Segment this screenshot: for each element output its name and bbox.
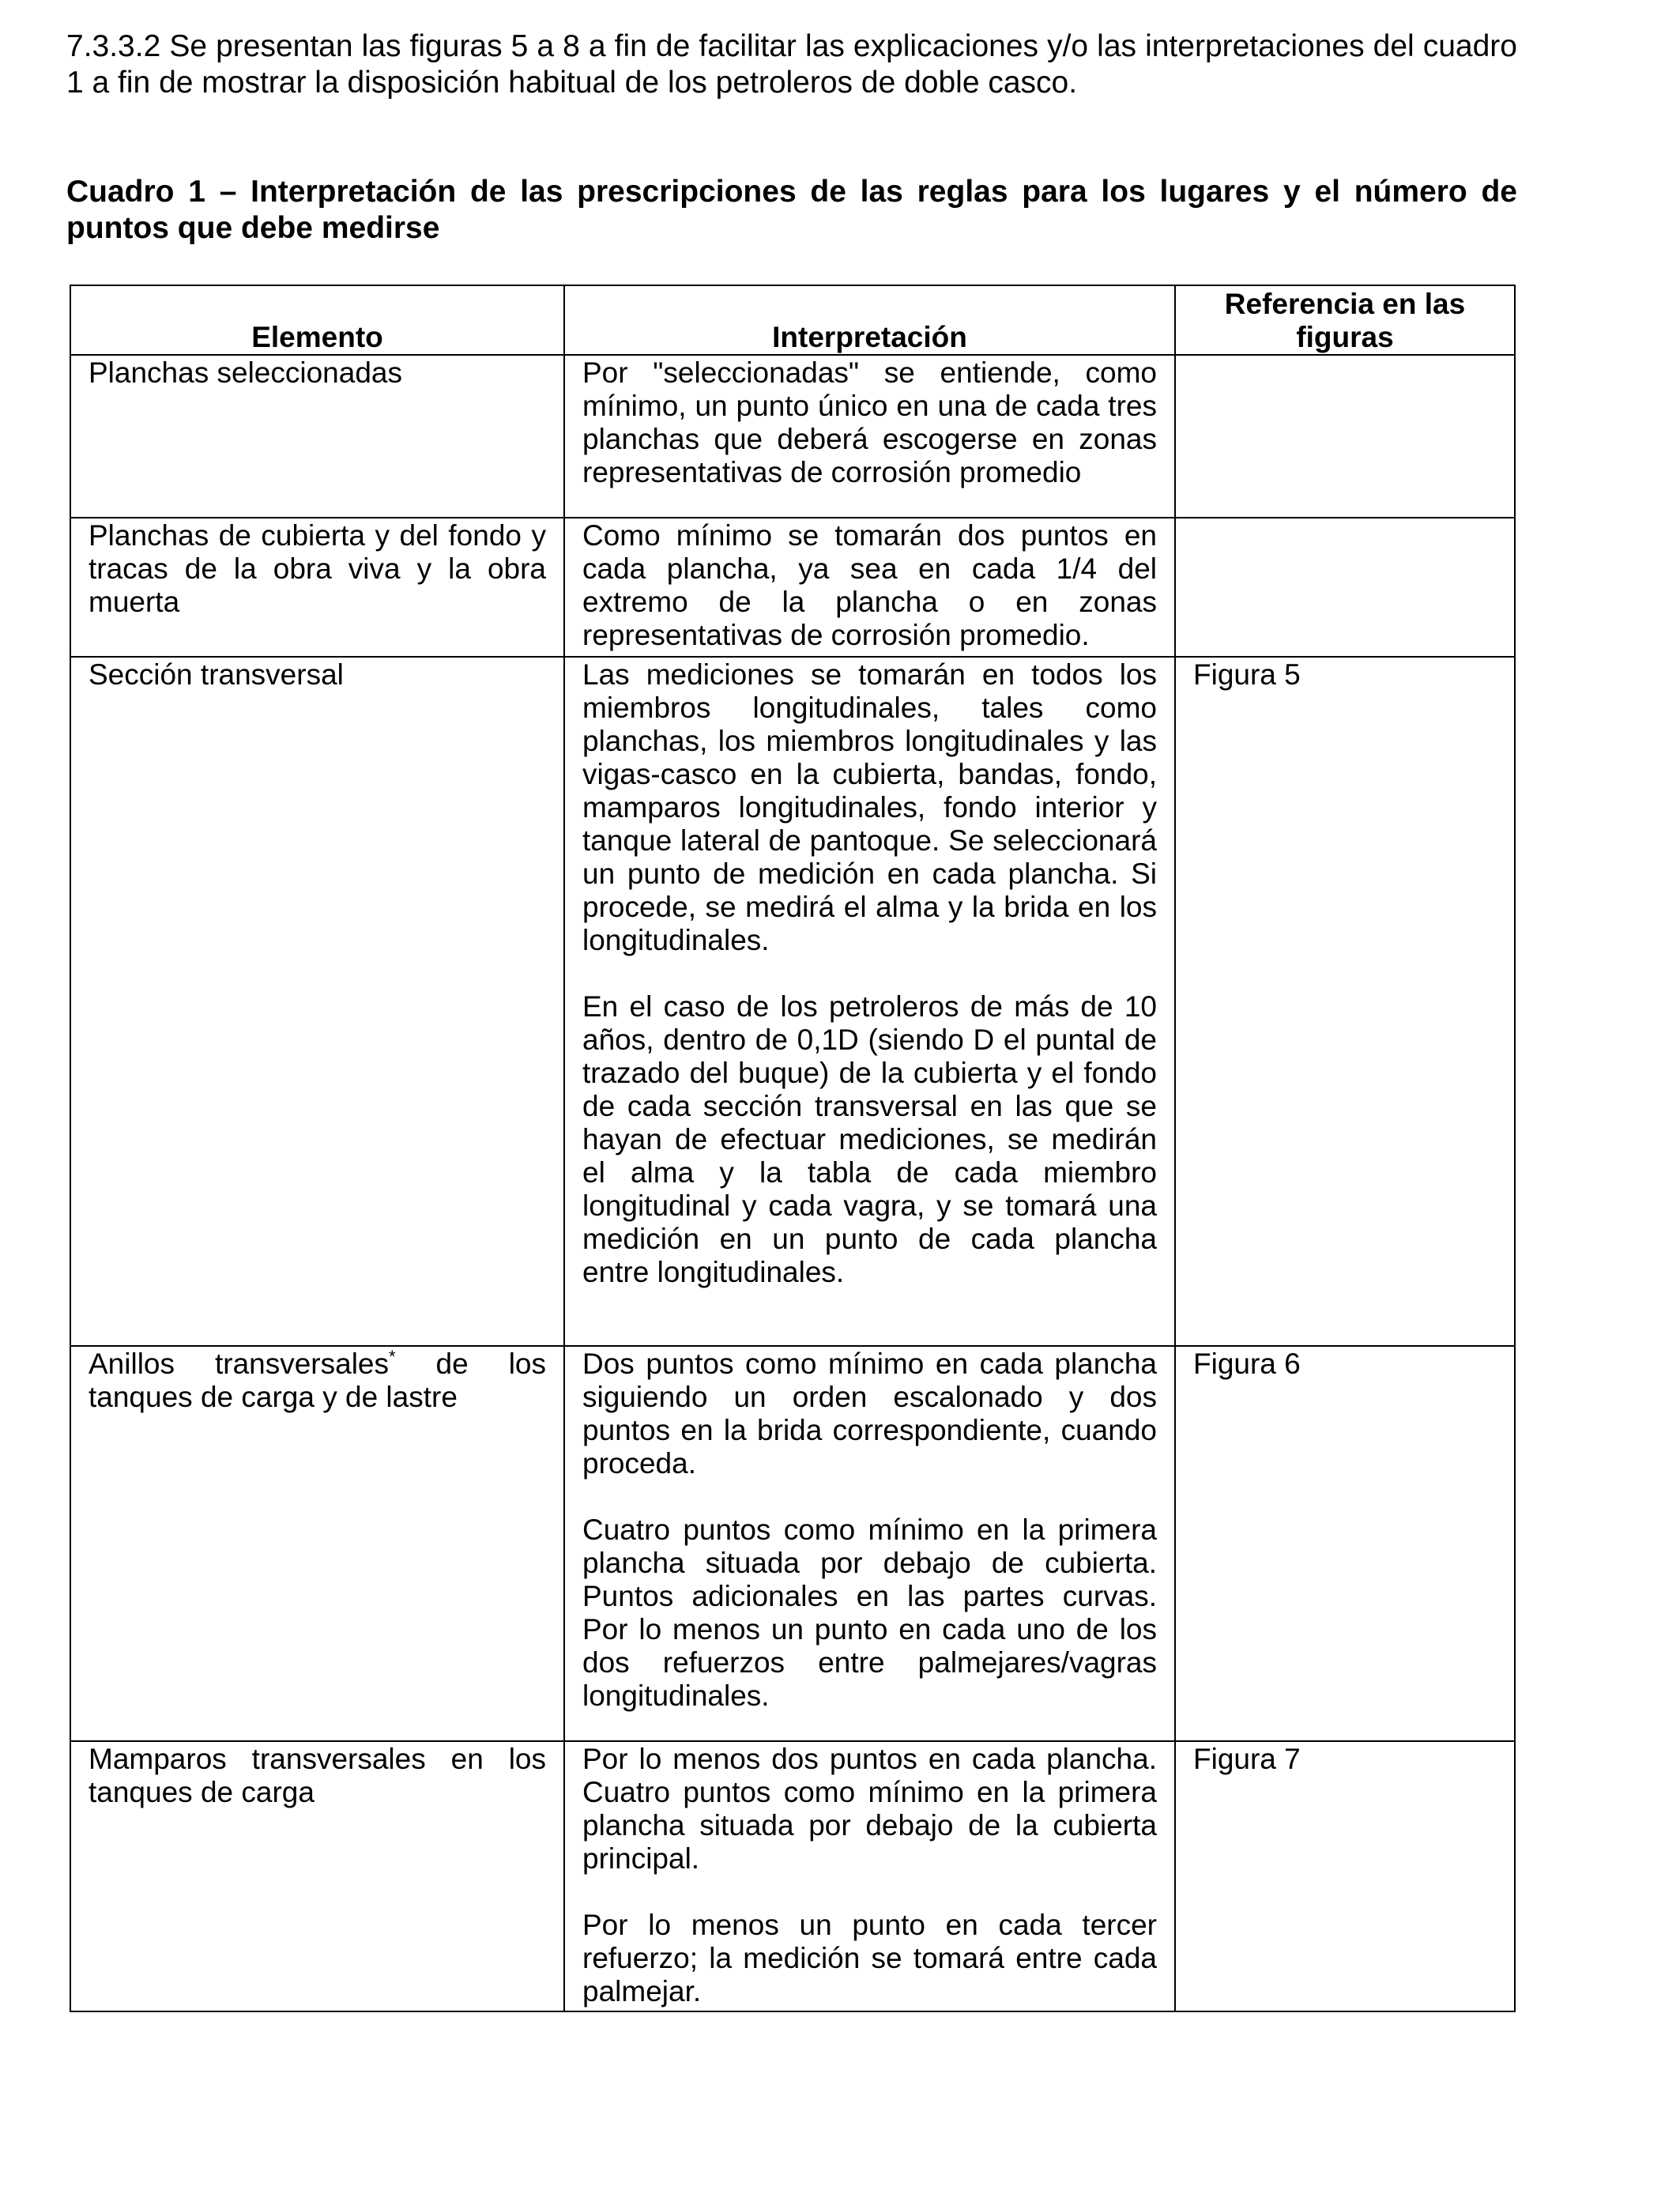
table-caption: Cuadro 1 – Interpretación de las prescripciones de las reglas para los lugares y el número de puntos que debe medirse — [66, 175, 1517, 245]
reference-cell: Figura 7 — [1175, 1741, 1515, 2011]
interpretation-paragraph: En el caso de los petroleros de más de 10 años, dentro de 0,1D (siendo D el puntal de trazado del buque) de la cubierta y el fondo de cada sección transversal en las que se hayan de efectuar mediciones, se medirán el alma y la tabla de cada miembro longitudinal y cada vagra, y se tomará una medición en un punto de cada plancha entre longitudinales. — [582, 990, 1157, 1288]
element-cell: Planchas seleccionadas — [70, 355, 564, 518]
table-row — [70, 1346, 1515, 1741]
interpretation-paragraph: Por "seleccionadas" se entiende, como mínimo, un punto único en una de cada tres planchas que deberá escogerse en zonas representativas de corrosión promedio — [582, 356, 1157, 488]
interpretation-paragraph: Por lo menos dos puntos en cada plancha. Cuatro puntos como mínimo en la primera plancha situada por debajo de la cubierta principal. — [582, 1743, 1157, 1875]
element-text: Anillos transversales — [89, 1348, 390, 1380]
table-row — [70, 1741, 1515, 2011]
element-cell — [70, 1346, 564, 1741]
element-text: de los tanques de carga y de lastre — [89, 1348, 546, 1413]
reference-cell — [1175, 518, 1515, 657]
table-row — [70, 355, 1515, 518]
reference-cell: Figura 5 — [1175, 657, 1515, 1346]
intro-paragraph: 7.3.3.2 Se presentan las figuras 5 a 8 a fin de facilitar las explicaciones y/o las interpretaciones del cuadro 1 a fin de mostrar la disposición habitual de los petroleros de doble casco. — [66, 29, 1517, 100]
footnote-marker: * — [389, 1347, 396, 1367]
element-cell: Planchas de cubierta y del fondo y tracas de la obra viva y la obra muerta — [70, 518, 564, 657]
table-header-row — [70, 285, 1515, 355]
interpretation-cell — [564, 657, 1175, 1346]
header-interpretation: Interpretación — [564, 285, 1175, 355]
element-cell: Mamparos transversales en los tanques de carga — [70, 1741, 564, 2011]
interpretation-cell — [564, 1346, 1175, 1741]
header-reference: Referencia en las figuras — [1175, 285, 1515, 355]
header-element: Elemento — [70, 285, 564, 355]
interpretation-paragraph: Por lo menos un punto en cada tercer refuerzo; la medición se tomará entre cada palmejar. — [582, 1909, 1157, 2007]
reference-cell — [1175, 355, 1515, 518]
interpretation-cell — [564, 1741, 1175, 2011]
interpretation-table — [70, 285, 1516, 2012]
element-cell: Sección transversal — [70, 657, 564, 1346]
interpretation-cell — [564, 355, 1175, 518]
interpretation-paragraph: Cuatro puntos como mínimo en la primera plancha situada por debajo de cubierta. Puntos adicionales en las partes curvas. Por lo menos un punto en cada uno de los dos refuerzos entre palmejares/vagras longitudinales. — [582, 1514, 1157, 1712]
interpretation-paragraph: Las mediciones se tomarán en todos los miembros longitudinales, tales como planchas, los miembros longitudinales y las vigas-casco en la cubierta, bandas, fondo, mamparos longitudinales, fondo interior y tanque lateral de pantoque. Se seleccionará un punto de medición en cada plancha. Si procede, se medirá el alma y la brida en los longitudinales. — [582, 658, 1157, 956]
table-row — [70, 518, 1515, 657]
interpretation-cell — [564, 518, 1175, 657]
table-row — [70, 657, 1515, 1346]
interpretation-paragraph: Como mínimo se tomarán dos puntos en cada plancha, ya sea en cada 1/4 del extremo de la plancha o en zonas representativas de corrosión promedio. — [582, 519, 1157, 651]
reference-cell: Figura 6 — [1175, 1346, 1515, 1741]
interpretation-paragraph: Dos puntos como mínimo en cada plancha siguiendo un orden escalonado y dos puntos en la brida correspondiente, cuando proceda. — [582, 1348, 1157, 1480]
